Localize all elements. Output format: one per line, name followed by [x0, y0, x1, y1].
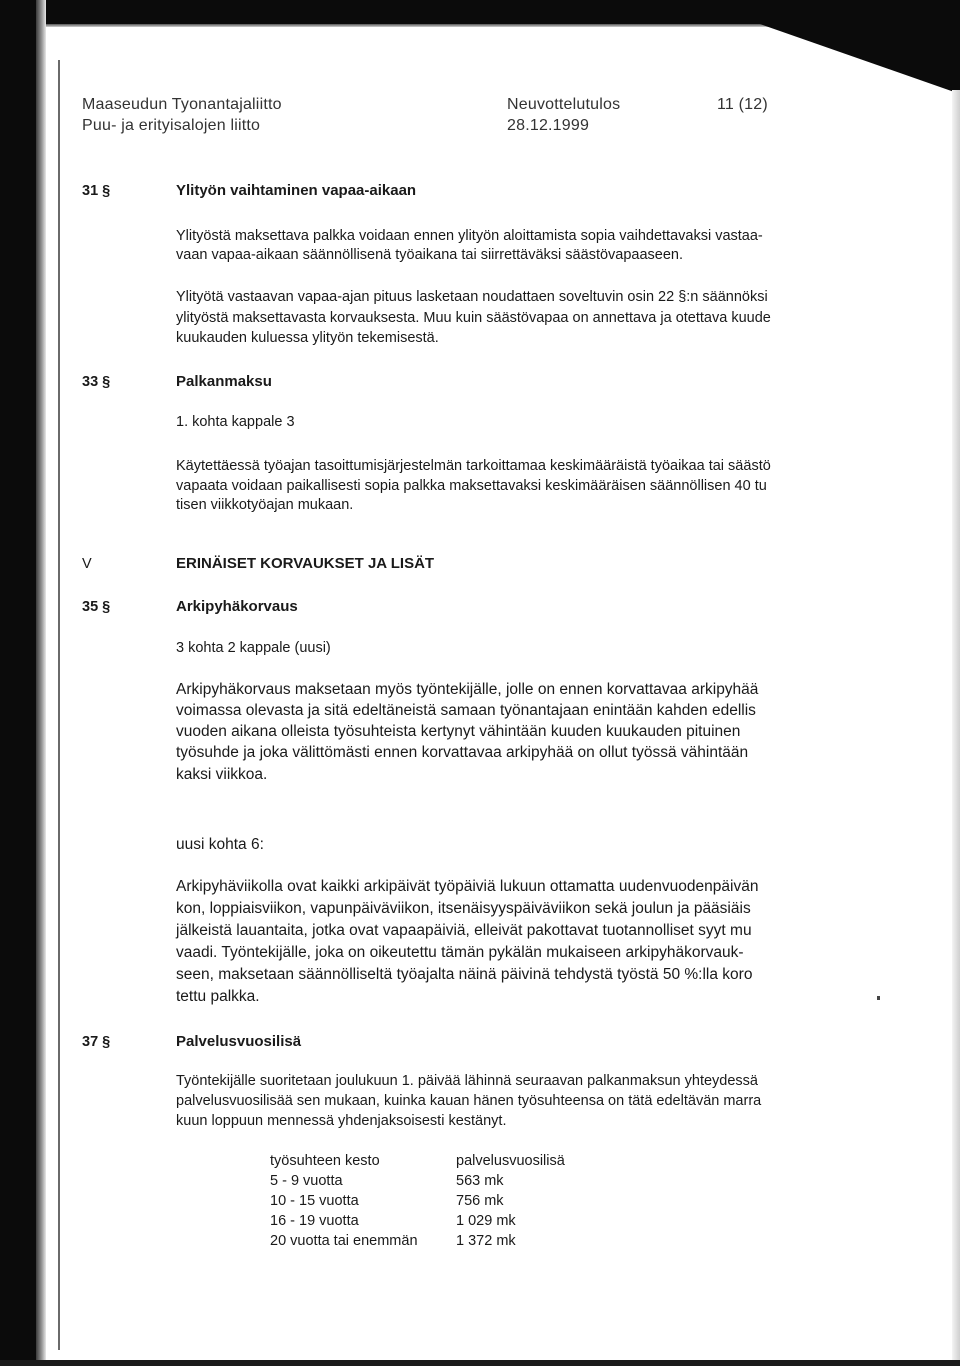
chapter-number: V: [82, 556, 92, 572]
table-cell: 10 - 15 vuotta: [270, 1193, 359, 1209]
section-35-p2-line: tettu palkka.: [176, 988, 260, 1005]
header-org-line1: Maaseudun Tyonantajaliitto: [82, 96, 282, 113]
section-35-p2-line: seen, maksetaan säännölliseltä työajalta näinä päivinä tehdystä työstä 50 %:lla koro: [176, 966, 753, 983]
section-31-title: Ylityön vaihtaminen vapaa-aikaan: [176, 182, 417, 199]
scan-edge-right: [952, 90, 960, 1366]
section-33-p1-line: Käytettäessä työajan tasoittumisjärjestelmän tarkoittamaa keskimääräistä työaikaa tai säästö: [176, 458, 771, 474]
section-33-p1-line: tisen viikkotyöajan mukaan.: [176, 497, 354, 513]
section-31-p1-line: vaan vapaa-aikaan säännöllisenä työaikana tai siirrettäväksi säästövapaaseen.: [176, 247, 684, 263]
header-doc-type: Neuvottelutulos: [507, 96, 621, 113]
stray-mark: [877, 996, 880, 1000]
section-35-p1-line: kaksi viikkoa.: [176, 766, 268, 783]
section-35-title: Arkipyhäkorvaus: [176, 598, 298, 615]
section-35-p2-line: vaadi. Työntekijälle, joka on oikeutettu tämän pykälän mukaiseen arkipyhäkorvauk-: [176, 944, 744, 961]
table-header-cell: palvelusvuosilisä: [456, 1153, 565, 1169]
scan-edge-left: [36, 0, 46, 1366]
table-row: [270, 1172, 656, 1192]
section-37-number: 37 §: [82, 1034, 111, 1050]
header-date: 28.12.1999: [507, 117, 590, 134]
section-31-p1-line: Ylityöstä maksettava palkka voidaan ennen ylityön aloittamista sopia vaihdettavaksi vastaa-: [176, 228, 763, 244]
table-cell: 20 vuotta tai enemmän: [270, 1233, 418, 1249]
section-33-p1-line: vapaata voidaan paikallisesti sopia palkka maksettavaksi keskimääräisen säännöllisen 40 tu: [176, 478, 767, 494]
section-35-p1-line: vuoden aikana olleista työsuhteista kertynyt vähintään kuuden kuukauden pituinen: [176, 723, 741, 740]
section-33-title: Palkanmaksu: [176, 373, 272, 390]
bonus-table: [270, 1152, 656, 1252]
table-header-row: [270, 1152, 656, 1172]
scan-border-left: [0, 0, 36, 1366]
table-row: [270, 1212, 656, 1232]
table-row: [270, 1192, 656, 1212]
scan-corner-shadow: [760, 24, 960, 94]
section-31-p2-line: ylityöstä maksettavasta korvauksesta. Muu kuin säästövapaa on annettava ja otettava kuude: [176, 310, 771, 326]
section-37-p1-line: Työntekijälle suoritetaan joulukuun 1. päivää lähinnä seuraavan palkanmaksun yhteydessä: [176, 1073, 758, 1089]
section-35-p2-line: jälkeistä lauantaita, jotka ovat vapaapäiviä, elleivät pakottavat tuotannolliset syyt mu: [176, 922, 752, 939]
table-row: [270, 1232, 656, 1252]
table-cell: 16 - 19 vuotta: [270, 1213, 359, 1229]
section-35-p2-line: Arkipyhäviikolla ovat kaikki arkipäivät työpäiviä lukuun ottamatta uudenvuodenpäivän: [176, 878, 759, 895]
table-cell: 5 - 9 vuotta: [270, 1173, 343, 1189]
table-cell: 756 mk: [456, 1193, 504, 1209]
scan-crease-line: [58, 60, 60, 1350]
section-31-p2-line: kuukauden kuluessa ylityön tekemisestä.: [176, 330, 439, 346]
section-31-p2-line: Ylityötä vastaavan vapaa-ajan pituus lasketaan noudattaen soveltuvin osin 22 §:n säännöksi: [176, 289, 768, 305]
section-33-subheading: 1. kohta kappale 3: [176, 414, 295, 430]
section-31-number: 31 §: [82, 183, 111, 199]
section-35-p1-line: voimassa olevasta ja sitä edeltäneistä samaan työnantajaan enintään kahden edellis: [176, 702, 756, 719]
table-header-cell: työsuhteen kesto: [270, 1153, 380, 1169]
scan-border-top: [0, 0, 960, 24]
section-35-number: 35 §: [82, 599, 111, 615]
section-37-p1-line: kuun loppuun mennessä yhdenjaksoisesti kestänyt.: [176, 1113, 507, 1129]
table-cell: 563 mk: [456, 1173, 504, 1189]
section-35-subheading-1: 3 kohta 2 kappale (uusi): [176, 640, 331, 656]
section-35-subheading-2: uusi kohta 6:: [176, 836, 264, 853]
scan-border-bottom: [0, 1360, 960, 1366]
section-37-p1-line: palvelusvuosilisää sen mukaan, kuinka kauan hänen työsuhteensa on tätä edeltävän marra: [176, 1093, 762, 1109]
section-33-number: 33 §: [82, 374, 111, 390]
section-35-p1-line: työsuhde ja joka välittömästi ennen korvattavaa arkipyhää on ollut työssä vähintään: [176, 744, 749, 761]
header-page-number: 11 (12): [717, 96, 768, 113]
chapter-title: ERINÄISET KORVAUKSET JA LISÄT: [176, 555, 435, 572]
section-37-title: Palvelusvuosilisä: [176, 1033, 302, 1050]
table-cell: 1 372 mk: [456, 1233, 516, 1249]
section-35-p1-line: Arkipyhäkorvaus maksetaan myös työntekijälle, jolle on ennen korvattavaa arkipyhää: [176, 681, 759, 698]
table-cell: 1 029 mk: [456, 1213, 516, 1229]
header-org-line2: Puu- ja erityisalojen liitto: [82, 117, 261, 134]
section-35-p2-line: kon, loppiaisviikon, vapunpäiväviikon, itsenäisyyspäiväviikon sekä joulun ja pääsiäis: [176, 900, 751, 917]
